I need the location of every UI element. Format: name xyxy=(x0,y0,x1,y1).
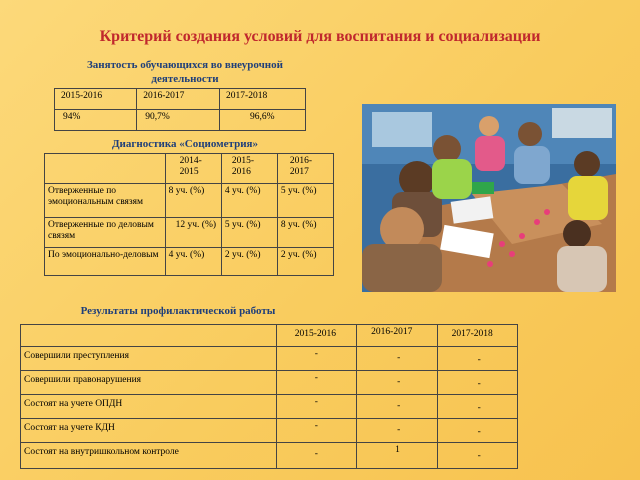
prevention-value-cell: - xyxy=(437,395,517,419)
prevention-row-label: Совершили правонарушения xyxy=(21,371,277,395)
sociometry-row-label: По эмоционально-деловым xyxy=(45,248,166,276)
sociometry-row xyxy=(45,248,334,276)
prevention-value-cell: - xyxy=(276,419,356,443)
sociometry-subtitle: Диагностика «Социометрия» xyxy=(111,138,258,150)
classroom-photo xyxy=(362,104,616,292)
prevention-row-label: Состоят на учете КДН xyxy=(21,419,277,443)
prevention-header-row xyxy=(21,325,518,347)
prevention-row-label: Совершили преступления xyxy=(21,347,277,371)
sociometry-row-label: Отверженные по эмоциональным связям xyxy=(45,184,166,218)
sociometry-corner-cell xyxy=(45,154,166,184)
sociometry-value-cell: 8 уч. (%) xyxy=(277,218,333,248)
prevention-corner-cell xyxy=(21,325,277,347)
sociometry-table xyxy=(44,153,334,276)
employment-header-row xyxy=(55,89,306,110)
prevention-value-cell: - xyxy=(276,443,356,469)
prevention-value-cell: - xyxy=(437,347,517,371)
employment-subtitle xyxy=(60,58,310,86)
prevention-row xyxy=(21,419,518,443)
prevention-value-cell: - xyxy=(357,419,437,443)
sociometry-value-cell: 4 уч. (%) xyxy=(221,184,277,218)
sociometry-value-cell: 4 уч. (%) xyxy=(165,248,221,276)
prevention-row xyxy=(21,443,518,469)
prevention-year-cell: 2016-2017 xyxy=(357,325,437,347)
sociometry-value-cell: 2 уч. (%) xyxy=(277,248,333,276)
sociometry-value-cell: 8 уч. (%) xyxy=(165,184,221,218)
classroom-photo-image xyxy=(362,104,616,292)
employment-value-cell: 90,7% xyxy=(137,110,220,131)
prevention-row xyxy=(21,347,518,371)
prevention-value-cell: - xyxy=(437,419,517,443)
sociometry-value-cell: 12 уч. (%) xyxy=(165,218,221,248)
prevention-subtitle: Результаты профилактической работы xyxy=(80,305,276,317)
employment-table xyxy=(54,88,306,131)
prevention-year-cell: 2015-2016 xyxy=(276,325,356,347)
employment-value-cell: 94% xyxy=(55,110,137,131)
sociometry-row-label: Отверженные по деловым связям xyxy=(45,218,166,248)
prevention-row xyxy=(21,395,518,419)
employment-value-cell: 96,6% xyxy=(220,110,306,131)
prevention-value-cell: - xyxy=(357,371,437,395)
page-title: Критерий создания условий для воспитания и социализации xyxy=(99,28,541,45)
prevention-year-cell: 2017-2018 xyxy=(437,325,517,347)
sociometry-row xyxy=(45,218,334,248)
prevention-row xyxy=(21,371,518,395)
sociometry-value-cell: 5 уч. (%) xyxy=(277,184,333,218)
employment-subtitle-line1: Занятость обучающихся во внеурочной xyxy=(86,59,283,71)
prevention-value-cell: - xyxy=(276,371,356,395)
employment-header-cell: 2016-2017 xyxy=(137,89,220,110)
prevention-table xyxy=(20,324,518,469)
prevention-value-cell: - xyxy=(357,395,437,419)
prevention-value-cell: - xyxy=(276,347,356,371)
employment-subtitle-line2: деятельности xyxy=(151,73,219,85)
sociometry-value-cell: 5 уч. (%) xyxy=(221,218,277,248)
employment-header-cell: 2015-2016 xyxy=(55,89,137,110)
sociometry-year-cell: 2014- 2015 xyxy=(165,154,221,184)
prevention-value-cell: 1 xyxy=(357,443,437,469)
prevention-value-cell: - xyxy=(437,371,517,395)
employment-header-cell: 2017-2018 xyxy=(220,89,306,110)
prevention-value-cell: - xyxy=(276,395,356,419)
employment-values-row xyxy=(55,110,306,131)
sociometry-header-row xyxy=(45,154,334,184)
prevention-value-cell: - xyxy=(357,347,437,371)
sociometry-value-cell: 2 уч. (%) xyxy=(221,248,277,276)
sociometry-year-cell: 2016- 2017 xyxy=(277,154,333,184)
prevention-row-label: Состоят на внутришкольном контроле xyxy=(21,443,277,469)
prevention-value-cell: - xyxy=(437,443,517,469)
prevention-row-label: Состоят на учете ОПДН xyxy=(21,395,277,419)
sociometry-row xyxy=(45,184,334,218)
sociometry-year-cell: 2015- 2016 xyxy=(221,154,277,184)
